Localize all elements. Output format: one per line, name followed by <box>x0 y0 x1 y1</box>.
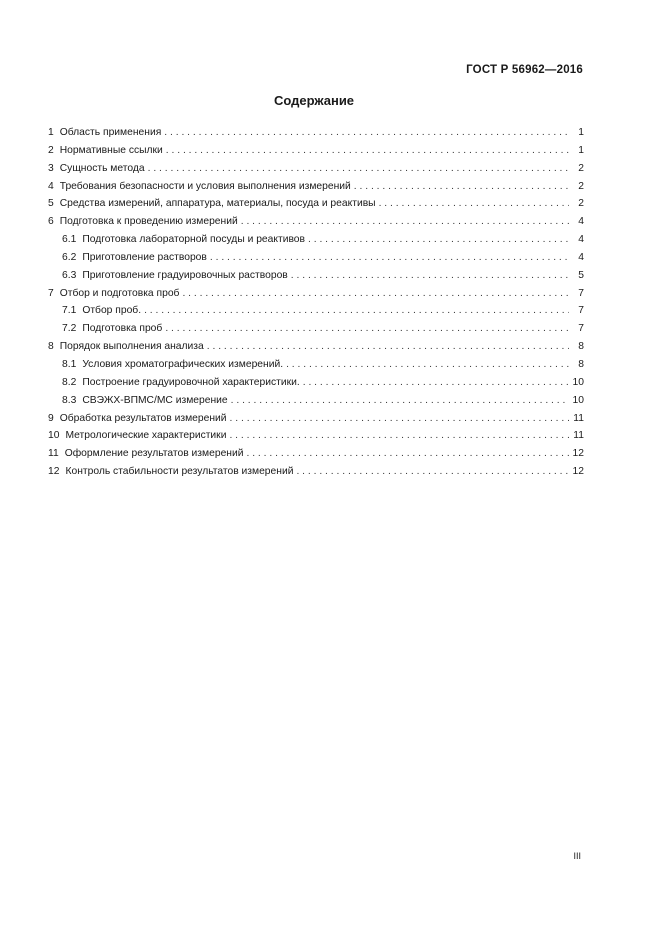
toc-entry-page: 2 <box>578 198 584 210</box>
toc-entry[interactable] <box>48 285 584 303</box>
toc-entry-number: 7.1 <box>62 305 77 317</box>
toc-entry[interactable] <box>48 338 584 356</box>
toc-entry-page: 10 <box>572 376 584 388</box>
toc-entry-label: Средства измерений, аппаратура, материалы, посуда и реактивы <box>59 198 376 210</box>
toc-entry[interactable] <box>48 267 584 285</box>
dot-leader <box>354 178 569 196</box>
toc-entry-page: 11 <box>573 412 584 424</box>
toc-entry-label: Обработка результатов измерений <box>59 412 227 424</box>
toc-entry-label: Оформление результатов измерений <box>64 448 244 460</box>
toc-entry[interactable] <box>48 392 584 410</box>
toc-entry-label: Требования безопасности и условия выполнения измерений <box>59 180 351 192</box>
toc-entry-page: 1 <box>578 144 584 156</box>
toc-entry-label: Метрологические характеристики <box>65 430 227 442</box>
toc-entry-number: 4 <box>48 180 54 192</box>
toc-entry-label: Отбор и подготовка проб <box>59 287 180 299</box>
dot-leader <box>303 374 569 392</box>
dot-leader <box>166 142 569 160</box>
toc-entry[interactable] <box>48 142 584 160</box>
toc-entry-number: 6.2 <box>62 251 77 263</box>
document-code: ГОСТ Р 56962—2016 <box>466 64 583 76</box>
toc-entry-page: 7 <box>578 323 584 335</box>
toc-entry-number: 6.3 <box>62 269 77 281</box>
dot-leader <box>308 231 569 249</box>
toc-entry[interactable] <box>48 356 584 374</box>
toc-entry-label: Порядок выполнения анализа <box>59 341 204 353</box>
page-title: Содержание <box>273 93 355 108</box>
toc-entry[interactable] <box>48 160 584 178</box>
toc-entry[interactable] <box>48 124 584 142</box>
toc-entry-number: 11 <box>48 448 59 460</box>
toc-entry-number: 8.3 <box>62 394 77 406</box>
dot-leader <box>165 320 569 338</box>
toc-entry-label: СВЭЖХ-ВПМС/МС измерение <box>82 394 228 406</box>
dot-leader <box>286 356 569 374</box>
toc-entry-label: Контроль стабильности результатов измерений <box>65 466 294 478</box>
toc-entry-page: 7 <box>578 287 584 299</box>
dot-leader <box>230 410 569 428</box>
toc-entry-page: 4 <box>578 216 584 228</box>
toc-entry-label: Условия хроматографических измерений. <box>82 358 284 370</box>
toc-entry-number: 7 <box>48 287 54 299</box>
toc-entry-number: 10 <box>48 430 60 442</box>
toc-entry-page: 4 <box>578 234 584 246</box>
toc-entry-number: 8.2 <box>62 376 77 388</box>
toc-entry-page: 10 <box>572 394 584 406</box>
toc-entry-label: Отбор проб. <box>82 305 142 317</box>
toc-entry-number: 2 <box>48 144 54 156</box>
toc-entry-page: 11 <box>573 430 584 442</box>
toc-entry[interactable] <box>48 410 584 428</box>
dot-leader <box>144 302 569 320</box>
toc-entry-number: 6.1 <box>62 234 77 246</box>
dot-leader <box>210 249 569 267</box>
toc-entry-number: 12 <box>48 466 60 478</box>
toc-entry-page: 1 <box>578 127 584 138</box>
toc-entry[interactable] <box>48 302 584 320</box>
toc-entry-label: Область применения <box>59 127 162 138</box>
dot-leader <box>379 195 569 213</box>
toc-entry-number: 8.1 <box>62 358 77 370</box>
toc-entry[interactable] <box>48 427 584 445</box>
toc-entry-label: Сущность метода <box>59 162 145 174</box>
dot-leader <box>291 267 569 285</box>
toc-entry-page: 12 <box>572 448 584 460</box>
toc-entry[interactable] <box>48 463 584 481</box>
toc-entry[interactable] <box>48 320 584 338</box>
dot-leader <box>207 338 569 356</box>
toc-entry-page: 5 <box>578 269 584 281</box>
dot-leader <box>164 124 569 142</box>
toc-entry-label: Приготовление растворов <box>82 251 207 263</box>
toc-entry-label: Нормативные ссылки <box>59 144 163 156</box>
toc-entry[interactable] <box>48 231 584 249</box>
toc-entry[interactable] <box>48 249 584 267</box>
dot-leader <box>229 427 569 445</box>
dot-leader <box>231 392 569 410</box>
toc-entry-label: Построение градуировочной характеристики. <box>82 376 300 388</box>
toc-entry-number: 3 <box>48 162 54 174</box>
dot-leader <box>148 160 569 178</box>
toc-entry-label: Подготовка проб <box>82 323 163 335</box>
dot-leader <box>246 445 569 463</box>
toc-entry-label: Подготовка к проведению измерений <box>59 216 238 228</box>
toc-entry-number: 6 <box>48 216 54 228</box>
toc-entry-number: 8 <box>48 341 54 353</box>
toc-entry-page: 7 <box>578 305 584 317</box>
page-number: III <box>573 851 581 861</box>
toc-entry[interactable] <box>48 213 584 231</box>
toc-entry-page: 4 <box>578 251 584 263</box>
dot-leader <box>296 463 569 481</box>
toc-entry-number: 7.2 <box>62 323 77 335</box>
toc-entry[interactable] <box>48 195 584 213</box>
toc-entry[interactable] <box>48 445 584 463</box>
toc-entry-label: Приготовление градуировочных растворов <box>82 269 288 281</box>
dot-leader <box>241 213 569 231</box>
toc-entry-label: Подготовка лабораторной посуды и реактивов <box>82 234 306 246</box>
toc-entry[interactable] <box>48 374 584 392</box>
table-of-contents <box>48 124 584 481</box>
toc-entry[interactable] <box>48 178 584 196</box>
toc-entry-page: 12 <box>572 466 584 478</box>
toc-entry-page: 2 <box>578 180 584 192</box>
toc-entry-page: 8 <box>578 358 584 370</box>
toc-entry-number: 1 <box>48 127 54 138</box>
toc-entry-number: 5 <box>48 198 54 210</box>
toc-entry-page: 2 <box>578 162 584 174</box>
toc-entry-page: 8 <box>578 341 584 353</box>
toc-entry-number: 9 <box>48 412 54 424</box>
dot-leader <box>182 285 569 303</box>
